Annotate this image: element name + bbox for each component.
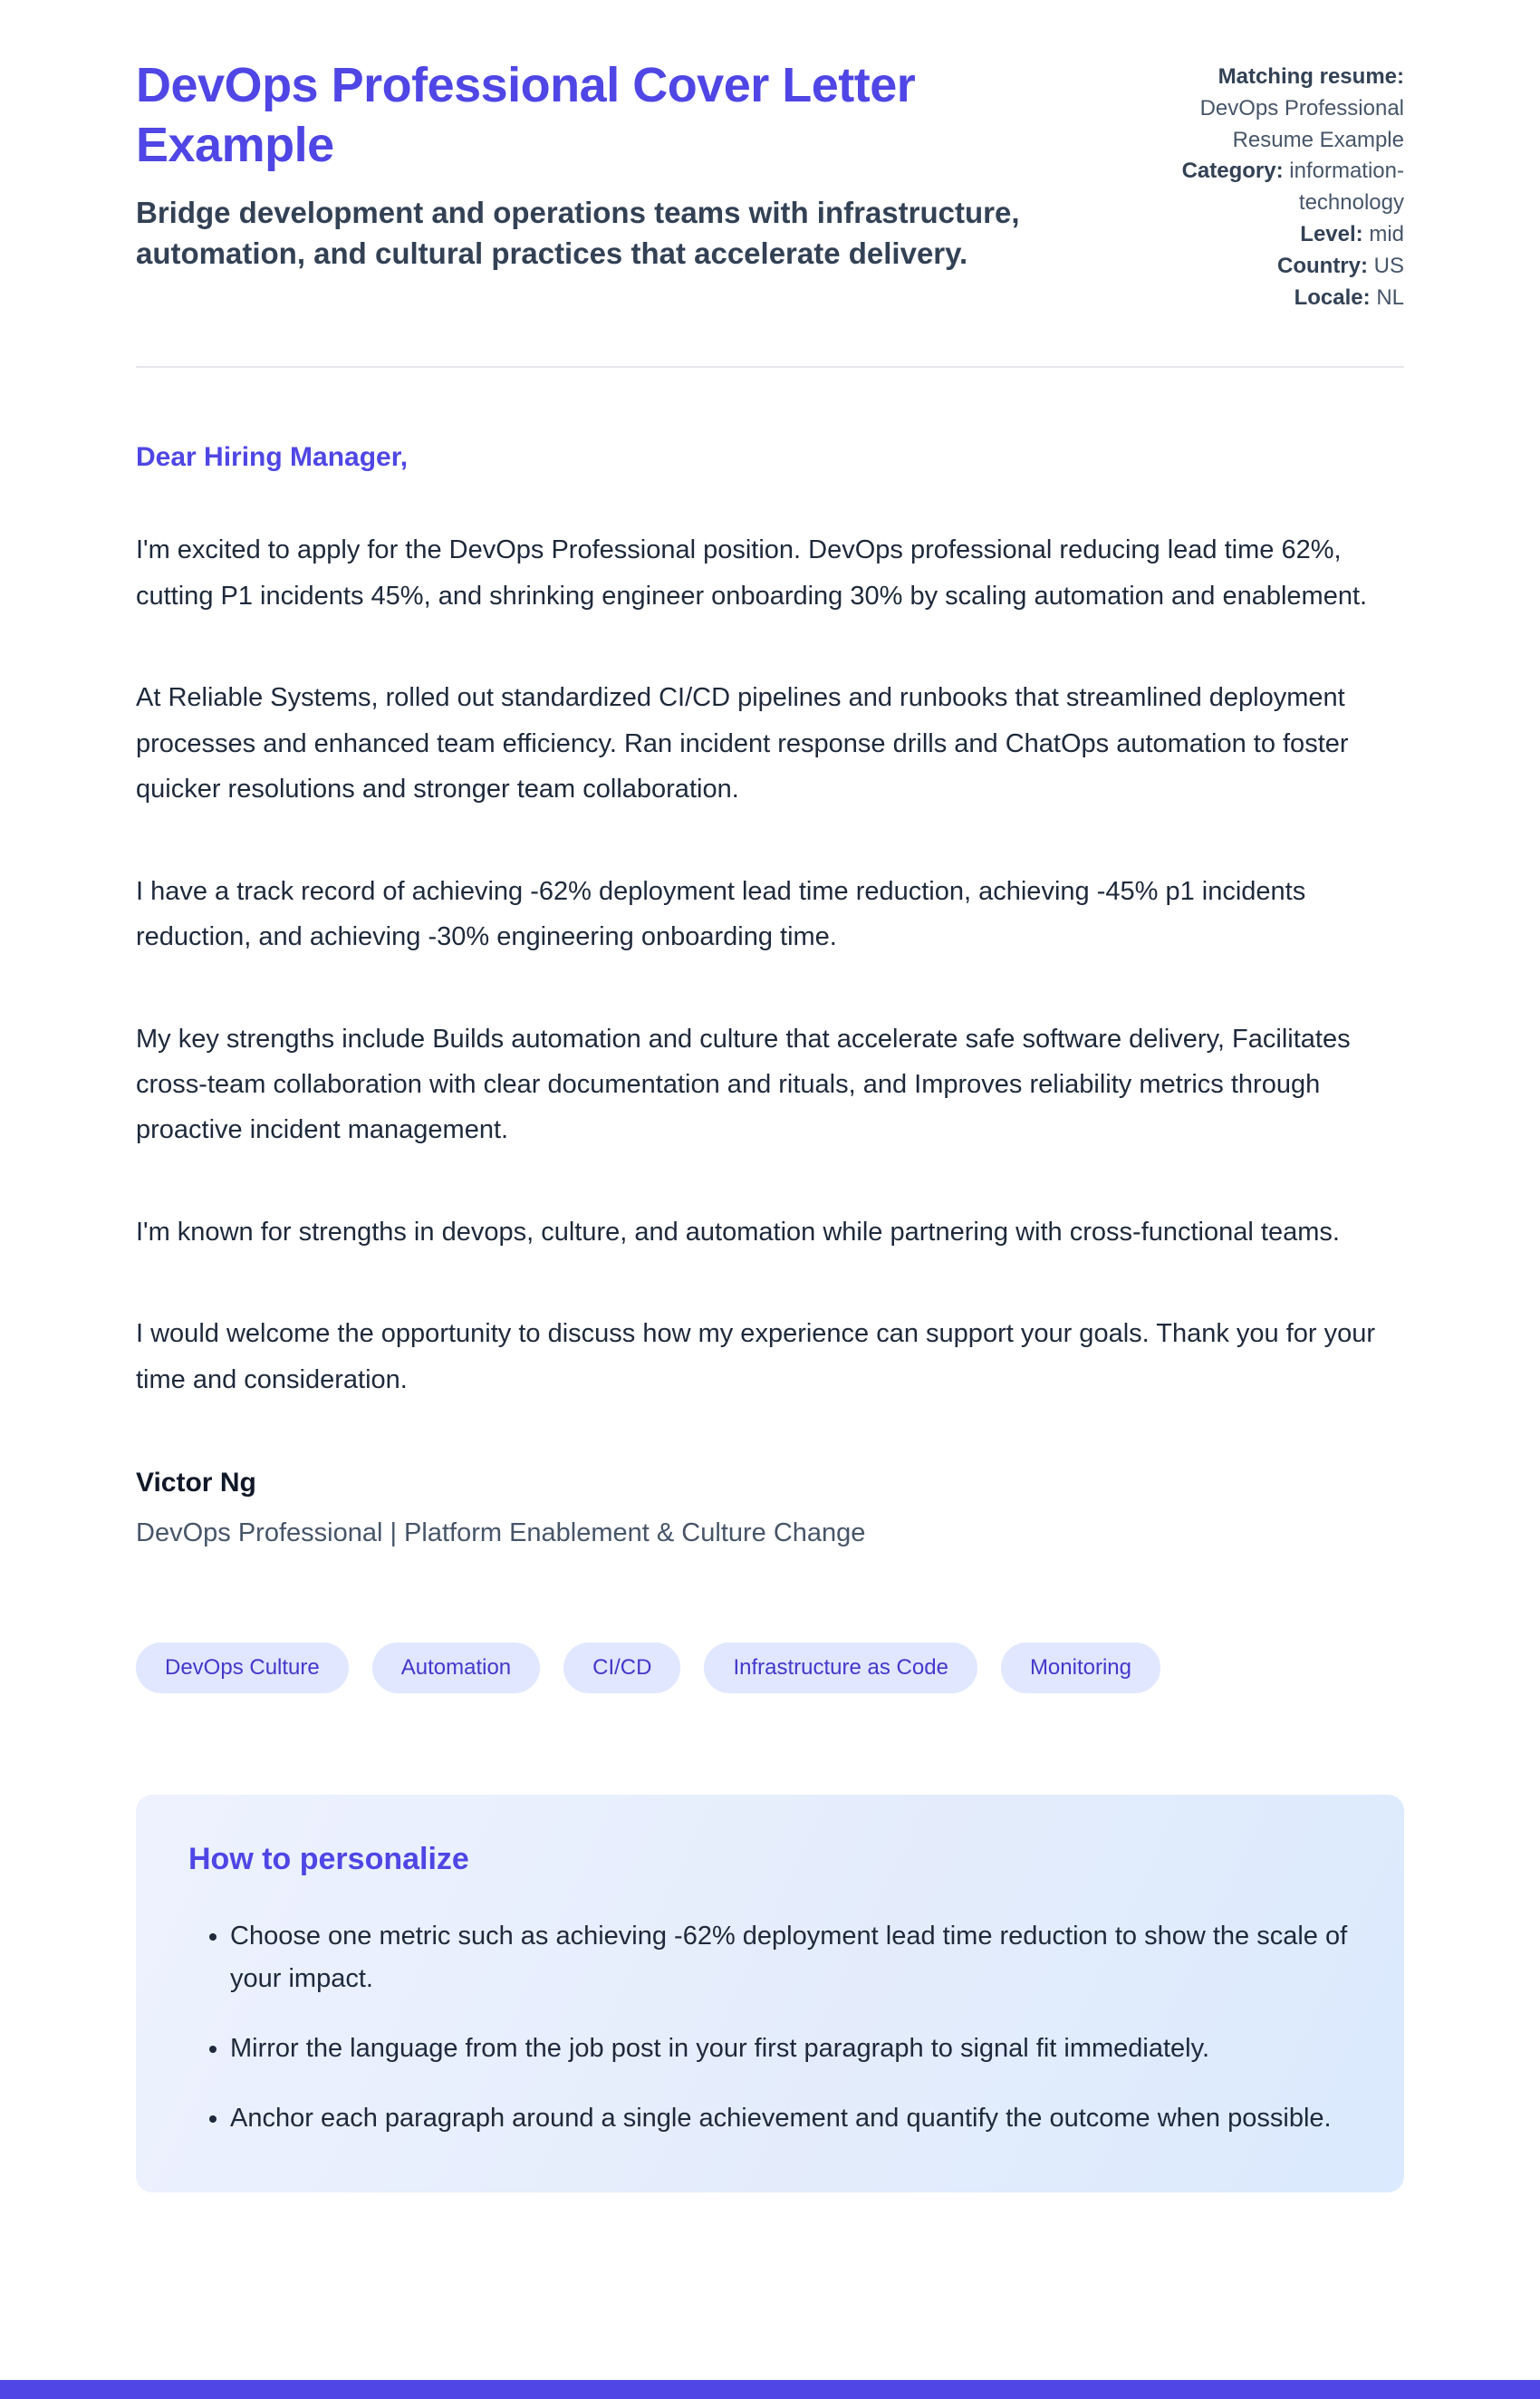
letter-paragraph: I'm excited to apply for the DevOps Professional position. DevOps professional reducing lead time 62%, cutting P1 incidents 45%, and shrinking engineer onboarding 30% by scaling automation and enablement. (136, 535, 1368, 611)
meta-item-locale (1114, 283, 1404, 314)
tag-pill-infrastructure-as-code[interactable]: Infrastructure as Code (704, 1643, 977, 1693)
meta-item-category (1114, 156, 1404, 219)
tag-pill-automation[interactable]: Automation (372, 1643, 540, 1693)
meta-value: DevOps Professional Resume Example (1199, 95, 1404, 152)
signature-name: Victor Ng (136, 1468, 256, 1498)
meta-label: Category: (1181, 159, 1284, 184)
meta-item-level (1114, 219, 1404, 251)
signature-title: DevOps Professional | Platform Enablement & Culture Change (136, 1518, 866, 1548)
tag-pill-monitoring[interactable]: Monitoring (1001, 1643, 1160, 1693)
title-block (136, 56, 1078, 275)
meta-value: information-technology (1289, 159, 1404, 216)
page-title: DevOps Professional Cover Letter Example (136, 58, 916, 172)
meta-value: US (1373, 253, 1404, 278)
tip-item: • Choose one metric such as achieving -62% deployment lead time reduction to show the scale of your impact. (230, 1915, 1352, 2000)
letter-paragraph: At Reliable Systems, rolled out standardized CI/CD pipelines and runbooks that streamlined deployment processes and enhanced team efficiency. Ran incident response drills and ChatOps automation to foster quicker resolutions and stronger team collaboration. (136, 683, 1349, 804)
letter-paragraph: My key strengths include Builds automation and culture that accelerate safe software delivery, Facilitates cross-team collaboration with clear documentation and rituals, and Improves reliability metrics through proactive incident management. (136, 1024, 1351, 1145)
signature-block (136, 1468, 1404, 1548)
meta-block (1114, 56, 1404, 313)
tips-box (136, 1795, 1404, 2192)
meta-label: Level: (1300, 221, 1363, 246)
meta-label: Locale: (1294, 284, 1371, 310)
letter-paragraph: I'm known for strengths in devops, culture, and automation while partnering with cross-functional teams. (136, 1217, 1340, 1247)
tag-pill-devops-culture[interactable]: DevOps Culture (136, 1643, 349, 1693)
salutation: Dear Hiring Manager, (136, 442, 409, 473)
tip-item: • Anchor each paragraph around a single achievement and quantify the outcome when possible. (230, 2097, 1352, 2140)
meta-label: Matching resume: (1218, 64, 1404, 89)
header (136, 56, 1404, 313)
meta-item-country (1114, 251, 1404, 283)
letter-body (136, 527, 1404, 1402)
page-subtitle: Bridge development and operations teams with infrastructure, automation, and cultural practices that accelerate delivery. (136, 195, 1020, 271)
header-divider (136, 366, 1404, 368)
footer-accent-bar (0, 2380, 1540, 2399)
tips-list (188, 1915, 1352, 2140)
tag-pill-cicd[interactable]: CI/CD (563, 1643, 680, 1693)
tips-title: How to personalize (188, 1842, 469, 1877)
tip-item: • Mirror the language from the job post in your first paragraph to signal fit immediately. (230, 2028, 1352, 2070)
letter-paragraph: I would welcome the opportunity to discuss how my experience can support your goals. Thank you for your time and consideration. (136, 1319, 1376, 1394)
letter-paragraph: I have a track record of achieving -62% deployment lead time reduction, achieving -45% p1 incidents reduction, and achieving -30% engineering onboarding time. (136, 876, 1306, 952)
meta-item-matching-resume (1114, 62, 1404, 156)
meta-value: NL (1376, 284, 1404, 310)
tags-row (136, 1643, 1404, 1693)
meta-label: Country: (1277, 253, 1368, 278)
meta-value: mid (1369, 221, 1404, 246)
